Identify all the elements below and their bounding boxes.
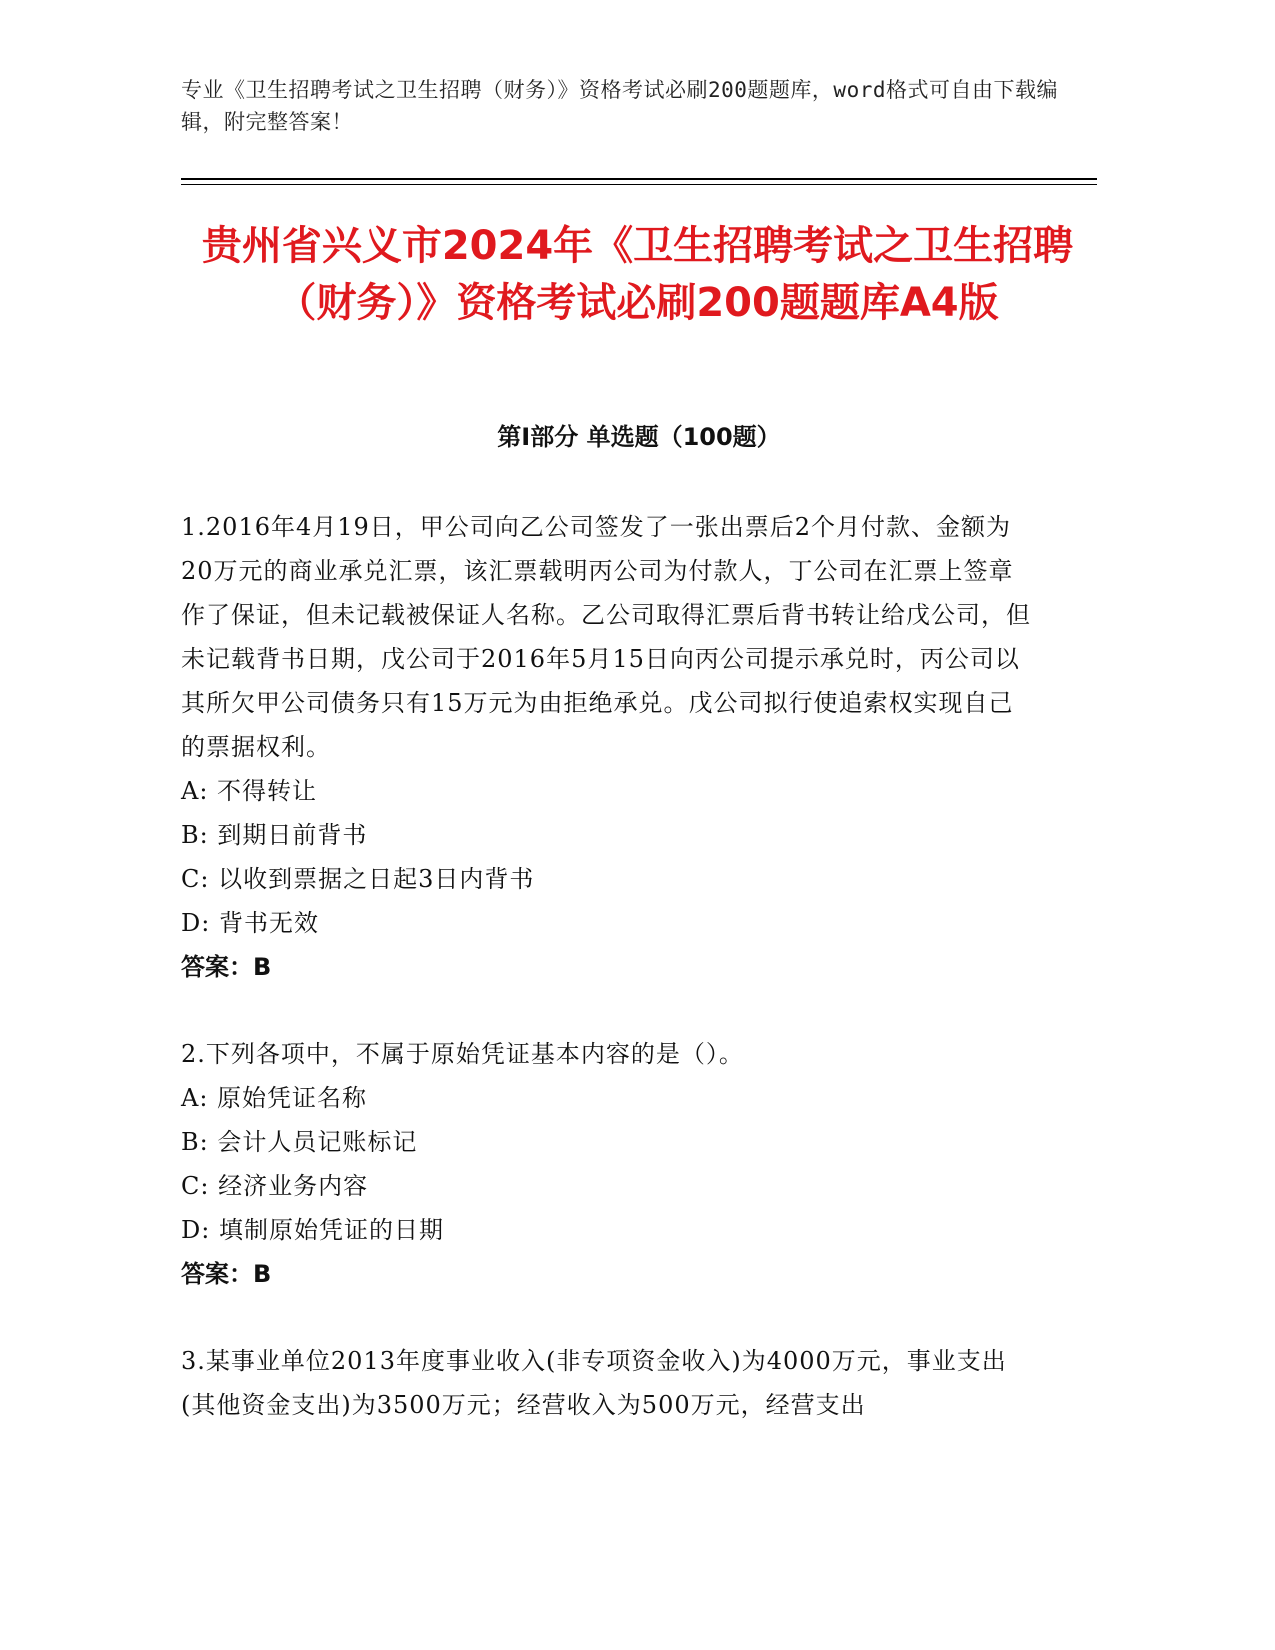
question-2	[181, 1032, 1031, 1296]
header-note: 专业《卫生招聘考试之卫生招聘（财务）》资格考试必刷200题题库，word格式可自由下载编辑，附完整答案！	[181, 78, 1058, 134]
question-list	[181, 505, 1031, 1470]
option-b: B: 会计人员记账标记	[181, 1128, 418, 1156]
option-d: D: 背书无效	[181, 909, 319, 937]
option-a: A: 原始凭证名称	[181, 1084, 368, 1112]
header-divider-thin	[181, 184, 1097, 185]
header-divider-thick	[181, 178, 1097, 180]
option-a: A: 不得转让	[181, 777, 318, 805]
option-b: B: 到期日前背书	[181, 821, 368, 849]
option-d: D: 填制原始凭证的日期	[181, 1216, 444, 1244]
answer: 答案：B	[181, 953, 272, 981]
question-stem: 3.某事业单位2013年度事业收入(非专项资金收入)为4000万元，事业支出(其他资金支出)为3500万元；经营收入为500万元，经营支出	[181, 1347, 1007, 1419]
question-3	[181, 1339, 1031, 1427]
option-c: C: 经济业务内容	[181, 1172, 369, 1200]
question-1	[181, 505, 1031, 989]
document-title: 贵州省兴义市2024年《卫生招聘考试之卫生招聘（财务）》资格考试必刷200题题库A4版	[201, 223, 1074, 326]
question-stem: 2.下列各项中，不属于原始凭证基本内容的是（）。	[181, 1040, 744, 1068]
answer: 答案：B	[181, 1260, 272, 1288]
question-stem: 1.2016年4月19日，甲公司向乙公司签发了一张出票后2个月付款、金额为20万元的商业承兑汇票，该汇票载明丙公司为付款人，丁公司在汇票上签章作了保证，但未记载被保证人名称。乙公司取得汇票后背书转让给戊公司，但未记载背书日期，戊公司于2016年5月15日向丙公司提示承兑时，丙公司以其所欠甲公司债务只有15万元为由拒绝承兑。戊公司拟行使追索权实现自己的票据权利。	[181, 513, 1031, 761]
option-c: C: 以收到票据之日起3日内背书	[181, 865, 535, 893]
section-heading: 第Ⅰ部分 单选题（100题）	[497, 423, 781, 451]
